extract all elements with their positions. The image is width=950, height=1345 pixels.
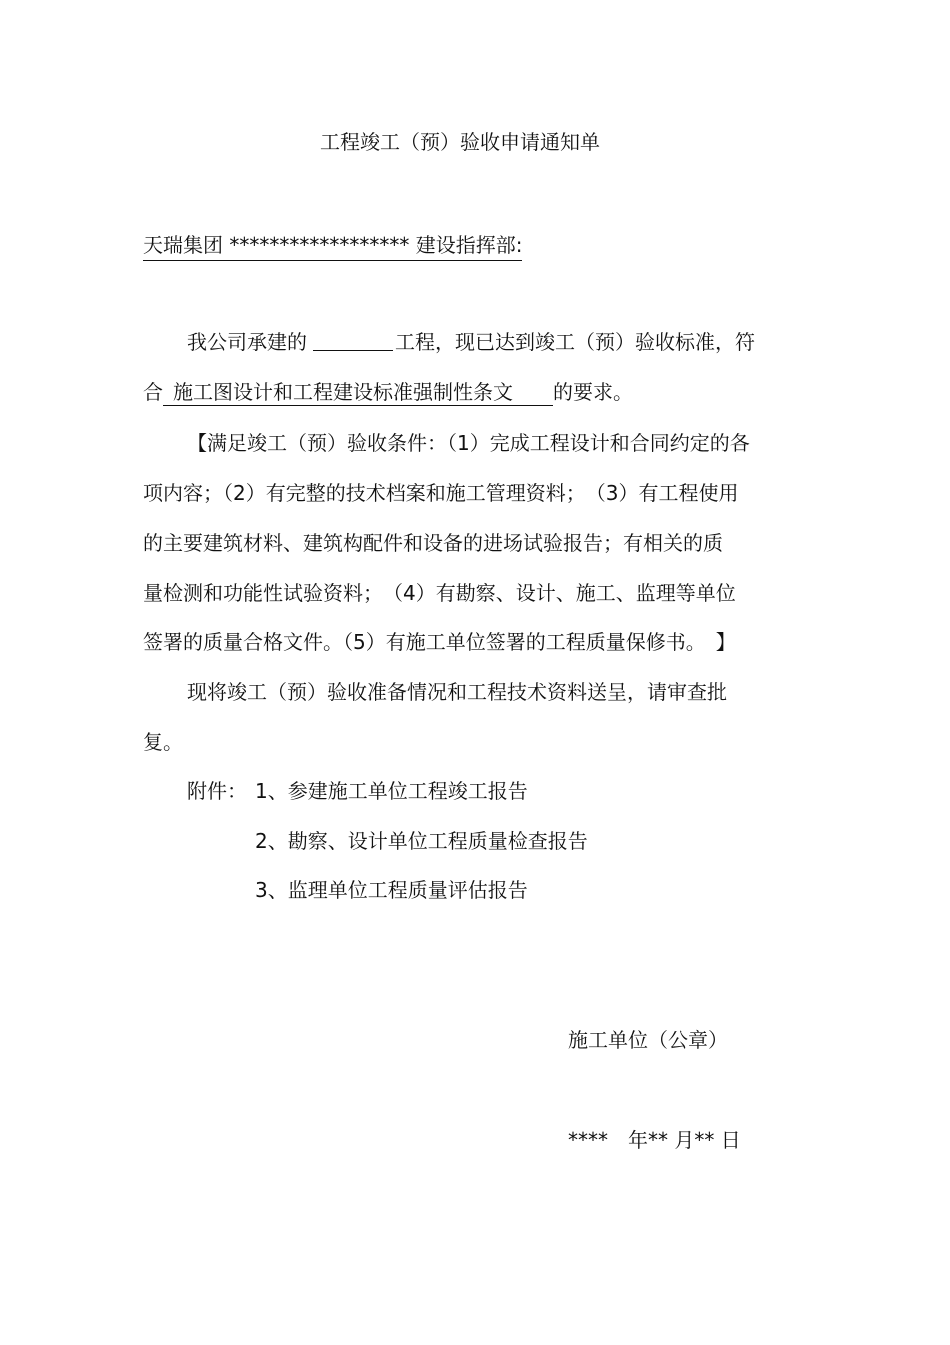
conform-suffix: 的要求。 — [553, 380, 633, 404]
attachment-item: 2、勘察、设计单位工程质量检查报告 — [255, 829, 588, 853]
submit-line-2: 复。 — [143, 730, 183, 754]
conform-prefix: 合 — [143, 380, 163, 404]
condition-line: 签署的质量合格文件。（5）有施工单位签署的工程质量保修书。 】 — [143, 630, 736, 654]
signature-unit: 施工单位（公章） — [568, 1028, 728, 1052]
standards-underlined: 施工图设计和工程建设标准强制性条文 — [163, 380, 553, 406]
signature-date: **** 年** 月** 日 — [568, 1128, 741, 1152]
paragraph-line-1 — [187, 329, 755, 355]
attachments-label: 附件： — [187, 779, 247, 803]
project-name-blank — [313, 330, 393, 351]
paragraph-line-2 — [143, 379, 633, 406]
condition-line: 【满足竣工（预）验收条件：（1）完成工程设计和合同约定的各 — [187, 431, 750, 455]
attachment-item: 1、参建施工单位工程竣工报告 — [255, 779, 528, 803]
recipient-line: 天瑞集团 ****************** 建设指挥部: — [143, 232, 522, 261]
document-title: 工程竣工（预）验收申请通知单 — [320, 130, 600, 154]
submit-line-1: 现将竣工（预）验收准备情况和工程技术资料送呈，请审查批 — [187, 680, 727, 704]
project-status-text: 工程，现已达到竣工（预）验收标准，符 — [395, 330, 755, 354]
condition-line: 量检测和功能性试验资料； （4）有勘察、设计、施工、监理等单位 — [143, 581, 736, 605]
condition-line: 的主要建筑材料、建筑构配件和设备的进场试验报告；有相关的质 — [143, 531, 723, 555]
project-intro-text: 我公司承建的 — [187, 330, 307, 354]
attachment-item: 3、监理单位工程质量评估报告 — [255, 878, 528, 902]
condition-line: 项内容；（2）有完整的技术档案和施工管理资料； （3）有工程使用 — [143, 481, 739, 505]
